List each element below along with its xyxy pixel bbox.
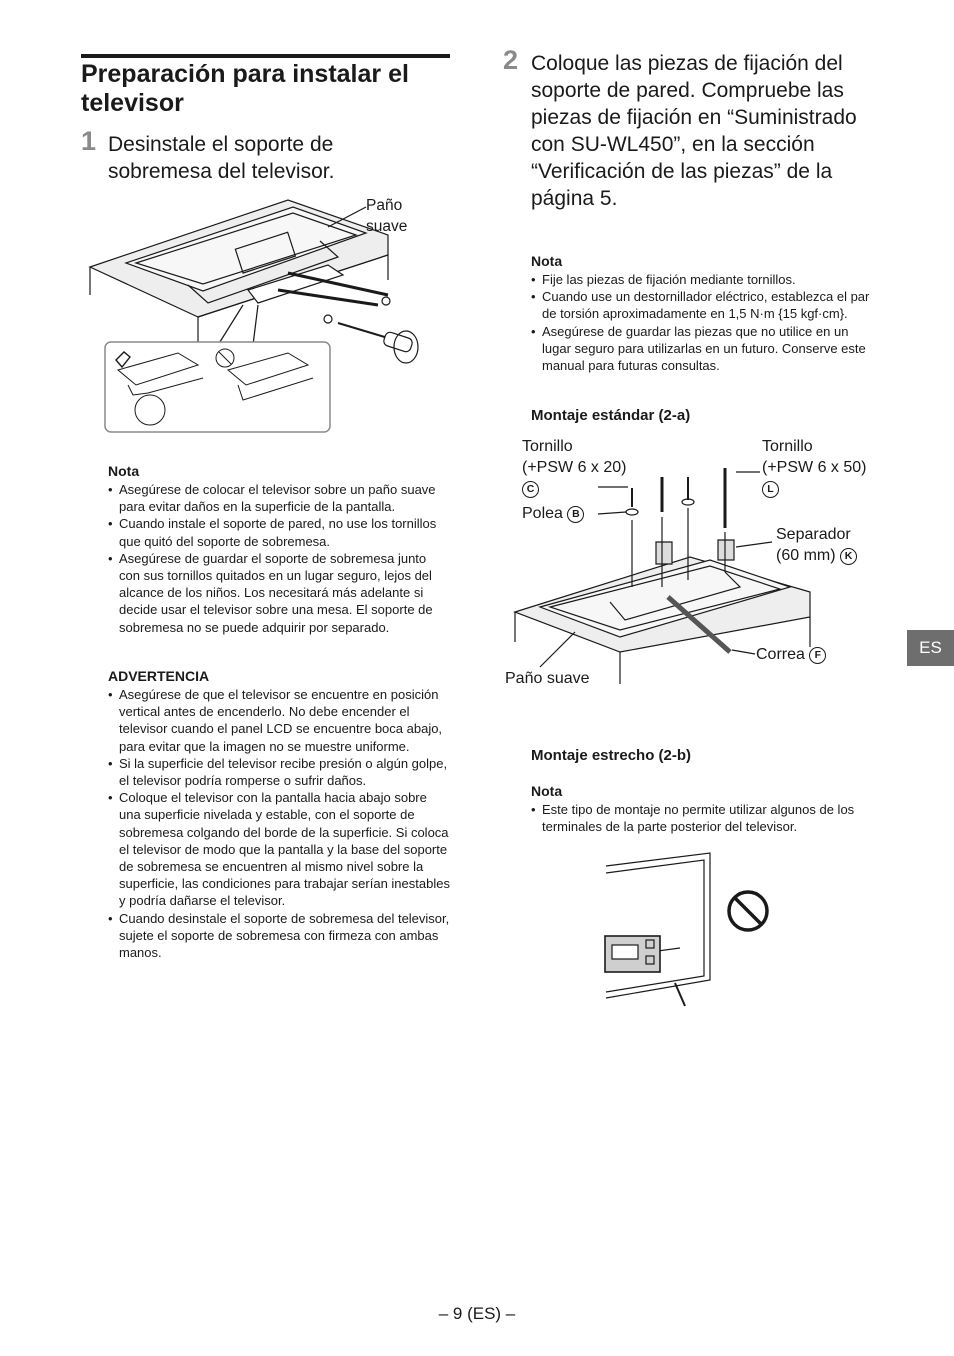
left-note-item: • Asegúrese de colocar el televisor sobre un paño suave para evitar daños en la superficie de la pantalla.	[108, 481, 450, 515]
step2-text: Coloque las piezas de fijación del soporte de pared. Compruebe las piezas de fijación en “Suministrado con SU-WL450”, en la sección “Verificación de las piezas” de la página 5.	[531, 52, 857, 210]
standard-mount-heading: Montaje estándar (2-a)	[531, 407, 691, 424]
screw-l-label-2: (+PSW 6 x 50)	[762, 459, 867, 476]
cloth-label-2: Paño suave	[505, 670, 590, 687]
warning-item: • Si la superficie del televisor recibe presión o algún golpe, el televisor podría romperse o sufrir daños.	[108, 755, 450, 789]
narrow-mount-heading: Montaje estrecho (2-b)	[531, 747, 692, 764]
right-note-item: • Cuando use un destornillador eléctrico, establezca el par de torsión aproximadamente en 1,5 N·m {15 kgf·cm}.	[531, 288, 876, 322]
page-number: – 9 (ES) –	[438, 1304, 516, 1323]
screw-c-letter: C	[522, 478, 539, 499]
right-note-item: • Fije las piezas de fijación mediante tornillos.	[531, 271, 876, 288]
strap-label: Correa F	[756, 644, 826, 665]
section-title: Preparación para instalar el televisor	[81, 60, 409, 117]
right-note-heading: Nota	[531, 253, 563, 269]
screw-l-letter: L	[762, 478, 779, 499]
right-note	[531, 253, 876, 374]
pulley-label: Polea B	[522, 503, 584, 524]
right-note-item: • Asegúrese de guardar las piezas que no utilice en un lugar seguro para utilizarlas en un futuro. Conserve este manual para futuras consultas.	[531, 323, 876, 375]
screw-l-label-1: Tornillo	[762, 438, 813, 455]
screw-c-label-1: Tornillo	[522, 438, 573, 455]
left-note-item: • Cuando instale el soporte de pared, no use los tornillos que quitó del soporte de sobremesa.	[108, 515, 450, 549]
warning-block	[108, 668, 450, 961]
narrow-note-heading: Nota	[531, 783, 563, 799]
narrow-note-item: • Este tipo de montaje no permite utilizar algunos de los terminales de la parte posterior del televisor.	[531, 801, 876, 835]
spacer-label-2: (60 mm) K	[776, 545, 857, 566]
language-tab: ES	[907, 630, 954, 666]
left-note-heading: Nota	[108, 463, 140, 479]
step1-number: 1	[81, 126, 97, 156]
warning-item: • Asegúrese de que el televisor se encuentre en posición vertical antes de encenderlo. No debe encender el televisor cuando el panel LCD se encuentre boca abajo, para evitar que la imagen no se muestre uniforme.	[108, 686, 450, 755]
warning-item: • Cuando desinstale el soporte de sobremesa del televisor, sujete el soporte de sobremesa con firmeza con ambas manos.	[108, 910, 450, 962]
narrow-note	[531, 783, 876, 835]
step1-text: Desinstale el soporte de sobremesa del televisor.	[108, 133, 335, 183]
left-note	[108, 463, 450, 636]
screw-c-label-2: (+PSW 6 x 20)	[522, 459, 627, 476]
warning-item: • Coloque el televisor con la pantalla hacia abajo sobre una superficie nivelada y estable, con el soporte de sobremesa colgando del borde de la superficie. Si coloca el televisor de modo que la pantalla y la base del soporte de sobremesa se encuentren al mismo nivel sobre la superficie, las condiciones para trabajar serían inestables y podría dañarse el televisor.	[108, 789, 450, 909]
spacer-label-1: Separador	[776, 526, 851, 543]
step2-number: 2	[503, 45, 519, 75]
title-rule	[81, 54, 450, 58]
left-note-item: • Asegúrese de guardar el soporte de sobremesa junto con sus tornillos quitados en un lugar seguro, lejos del alcance de los niños. Los necesitará más adelante si decide usar el televisor sobre una mesa. El soporte de sobremesa no se puede adquirir por separado.	[108, 550, 450, 636]
cloth-label-1: Paño suave	[366, 197, 408, 235]
warning-heading: ADVERTENCIA	[108, 668, 210, 684]
narrow-mount-illustration	[600, 848, 775, 1008]
